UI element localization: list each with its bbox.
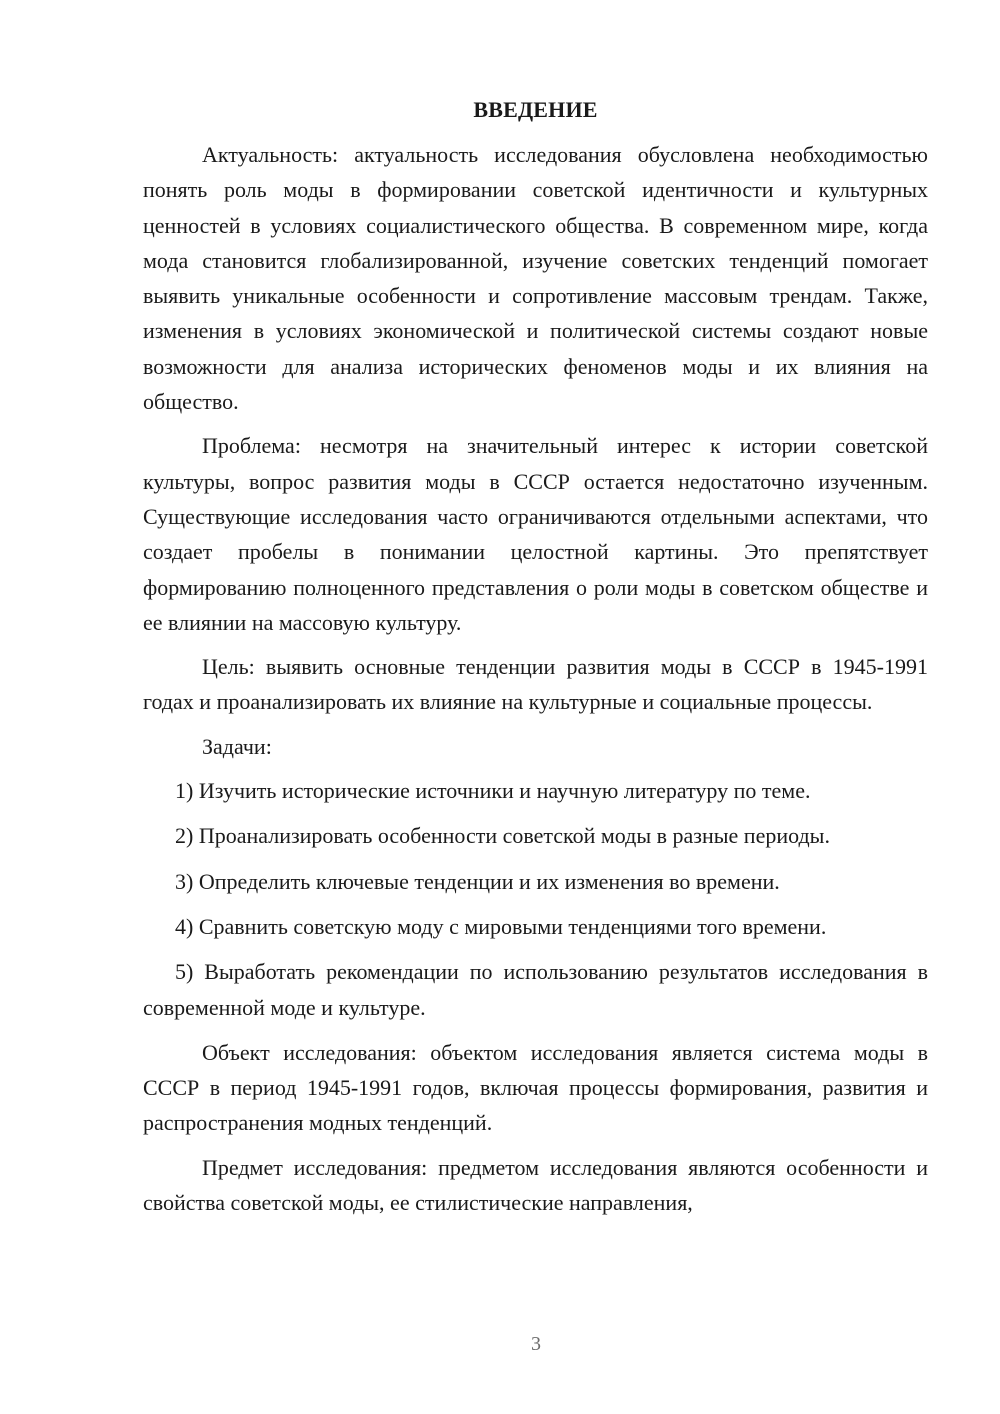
task-item-2: 2) Проанализировать особенности советской моды в разные периоды. — [175, 823, 830, 849]
paragraph-relevance: Актуальность: актуальность исследования обусловлена необходимостью понять роль моды в формировании советской идентичности и культурных ценностей в условиях социалистического общества. В современном мире, когда мода становится глобализированной, изучение советских тенденций помогает выявить уникальные особенности и сопротивление массовым трендам. Также, изменения в условиях экономической и политической системы создают новые возможности для анализа исторических феноменов моды и их влияния на общество. — [143, 142, 928, 415]
task-item-5: 5) Выработать рекомендации по использованию результатов исследования в современной моде и культуре. — [143, 959, 928, 1020]
tasks-heading: Задачи: — [202, 733, 272, 759]
page-content — [143, 95, 928, 1229]
paragraph-problem: Проблема: несмотря на значительный интерес к истории советской культуры, вопрос развития моды в СССР остается недостаточно изученным. Существующие исследования часто ограничиваются отдельными аспектами, что создает пробелы в понимании целостной картины. Это препятствует формированию полноценного представления о роли моды в советском обществе и ее влиянии на массовую культуру. — [143, 433, 928, 635]
paragraph-goal: Цель: выявить основные тенденции развития моды в СССР в 1945-1991 годах и проанализировать их влияние на культурные и социальные процессы. — [143, 654, 928, 715]
task-item-3: 3) Определить ключевые тенденции и их изменения во времени. — [175, 868, 780, 894]
task-item-1: 1) Изучить исторические источники и научную литературу по теме. — [175, 778, 811, 804]
section-title: ВВЕДЕНИЕ — [473, 97, 598, 122]
page-number: 3 — [531, 1333, 541, 1355]
paragraph-object: Объект исследования: объектом исследования является система моды в СССР в период 1945-1991 годов, включая процессы формирования, развития и распространения модных тенденций. — [143, 1039, 928, 1136]
paragraph-subject: Предмет исследования: предметом исследования являются особенности и свойства советской моды, ее стилистические направления, — [143, 1154, 928, 1216]
task-item-4: 4) Сравнить советскую моду с мировыми тенденциями того времени. — [175, 913, 827, 939]
